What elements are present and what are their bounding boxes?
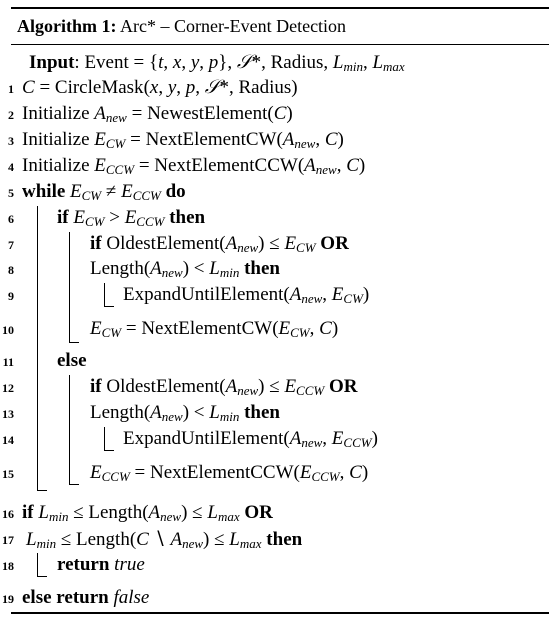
fn-next-cw: NextElementCW — [145, 129, 277, 150]
return-block-foot — [37, 576, 47, 577]
while-block-foot — [37, 490, 47, 491]
kw-or: OR — [244, 502, 273, 523]
line-number: 16 — [2, 507, 14, 521]
title-rule — [11, 44, 549, 45]
line-number: 3 — [8, 134, 14, 148]
line-number: 10 — [2, 323, 14, 337]
inner-if-foot — [104, 306, 114, 307]
radius-param: Radius — [270, 52, 324, 73]
line-number: 13 — [2, 407, 14, 421]
value-true: true — [114, 554, 145, 575]
kw-or: OR — [328, 376, 358, 397]
fn-initialize: Initialize — [22, 129, 90, 150]
bottom-rule — [11, 612, 549, 614]
fn-oldest: OldestElement — [106, 376, 220, 397]
line-number: 9 — [8, 289, 14, 303]
return-block-bar — [37, 553, 38, 577]
algorithm-label: Algorithm 1: — [17, 16, 117, 36]
algorithm-name: Arc* – Corner-Event Detection — [120, 16, 347, 36]
line-number: 8 — [8, 263, 14, 277]
fn-initialize: Initialize — [22, 155, 90, 176]
kw-then: then — [266, 529, 303, 550]
line-number: 18 — [2, 559, 14, 573]
kw-then: then — [244, 258, 280, 279]
kw-else: else — [57, 350, 87, 371]
value-false: false — [113, 587, 150, 608]
line-number: 14 — [2, 433, 14, 447]
kw-if: if — [22, 502, 34, 523]
fn-newest: NewestElement — [147, 103, 268, 124]
fn-length: Length — [90, 258, 144, 279]
kw-do: do — [165, 181, 186, 202]
line-number: 12 — [2, 381, 14, 395]
inner-if-foot-2 — [104, 450, 114, 451]
top-rule — [11, 7, 549, 9]
line-number: 11 — [2, 355, 14, 369]
line-number: 15 — [2, 467, 14, 481]
kw-return: return — [57, 554, 110, 575]
kw-return: return — [56, 587, 109, 608]
fn-next-ccw: NextElementCCW — [154, 155, 298, 176]
line-number: 17 — [2, 533, 14, 547]
else-block-bar — [69, 375, 70, 485]
fn-expand: ExpandUntilElement — [123, 428, 284, 449]
kw-else: else — [22, 587, 52, 608]
line-number: 1 — [8, 82, 14, 96]
line-number: 7 — [8, 238, 14, 252]
fn-circle-mask: CircleMask — [54, 77, 144, 98]
while-block-bar — [37, 206, 38, 491]
inner-if-bar-2 — [104, 427, 105, 451]
kw-then: then — [169, 207, 206, 228]
line-number: 2 — [8, 108, 14, 122]
fn-expand: ExpandUntilElement — [123, 284, 284, 305]
line-number: 19 — [2, 592, 14, 606]
input-keyword: Input — [29, 52, 75, 73]
fn-length: Length — [90, 402, 144, 423]
if-block-bar — [69, 232, 70, 343]
fn-length: Length — [88, 502, 143, 523]
line-number: 6 — [8, 212, 14, 226]
kw-while: while — [22, 181, 66, 202]
fn-next-cw: NextElementCW — [141, 318, 273, 339]
kw-then: then — [244, 402, 280, 423]
if-block-foot — [69, 342, 79, 343]
algorithm-title — [17, 16, 346, 37]
fn-initialize: Initialize — [22, 103, 90, 124]
inner-if-bar — [104, 283, 105, 307]
else-block-foot — [69, 484, 79, 485]
fn-next-ccw: NextElementCCW — [150, 462, 294, 483]
line-number: 4 — [8, 160, 14, 174]
line-number: 5 — [8, 186, 14, 200]
kw-if: if — [57, 207, 69, 228]
radius-arg: Radius — [238, 77, 292, 98]
kw-or: OR — [320, 233, 349, 254]
kw-if: if — [90, 376, 102, 397]
kw-if: if — [90, 233, 102, 254]
fn-length: Length — [76, 529, 130, 550]
fn-oldest: OldestElement — [106, 233, 220, 254]
